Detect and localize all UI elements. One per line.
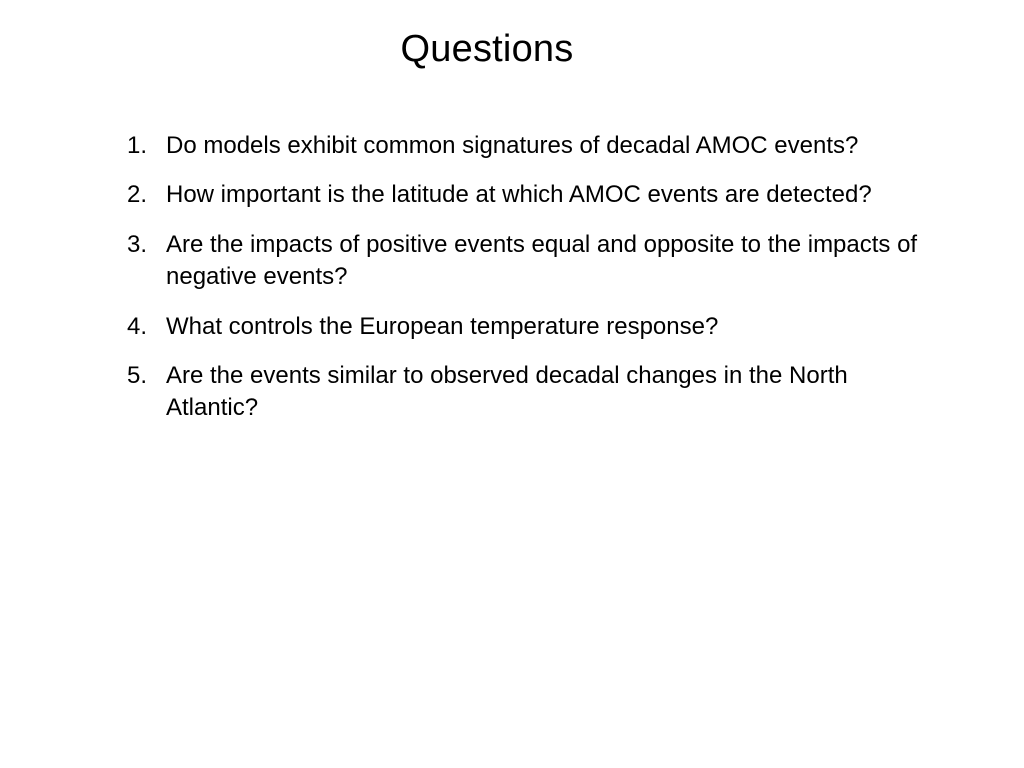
question-number: 1. (127, 132, 148, 159)
question-text: What controls the European temperature response? (166, 313, 719, 340)
question-item (127, 229, 927, 293)
question-item (127, 130, 927, 162)
question-text: Do models exhibit common signatures of decadal AMOC events? (166, 132, 859, 159)
slide-title: Questions (400, 28, 574, 70)
question-text: Are the impacts of positive events equal and opposite to the impacts of negative events? (166, 231, 918, 290)
question-text: Are the events similar to observed decadal changes in the North Atlantic? (166, 362, 848, 421)
question-text: How important is the latitude at which AMOC events are detected? (166, 181, 872, 208)
question-item (127, 360, 927, 424)
question-list (127, 130, 927, 442)
question-number: 2. (127, 181, 148, 208)
question-item (127, 311, 927, 343)
question-item (127, 179, 927, 211)
question-number: 4. (127, 313, 148, 340)
question-number: 3. (127, 231, 148, 258)
question-number: 5. (127, 362, 148, 389)
